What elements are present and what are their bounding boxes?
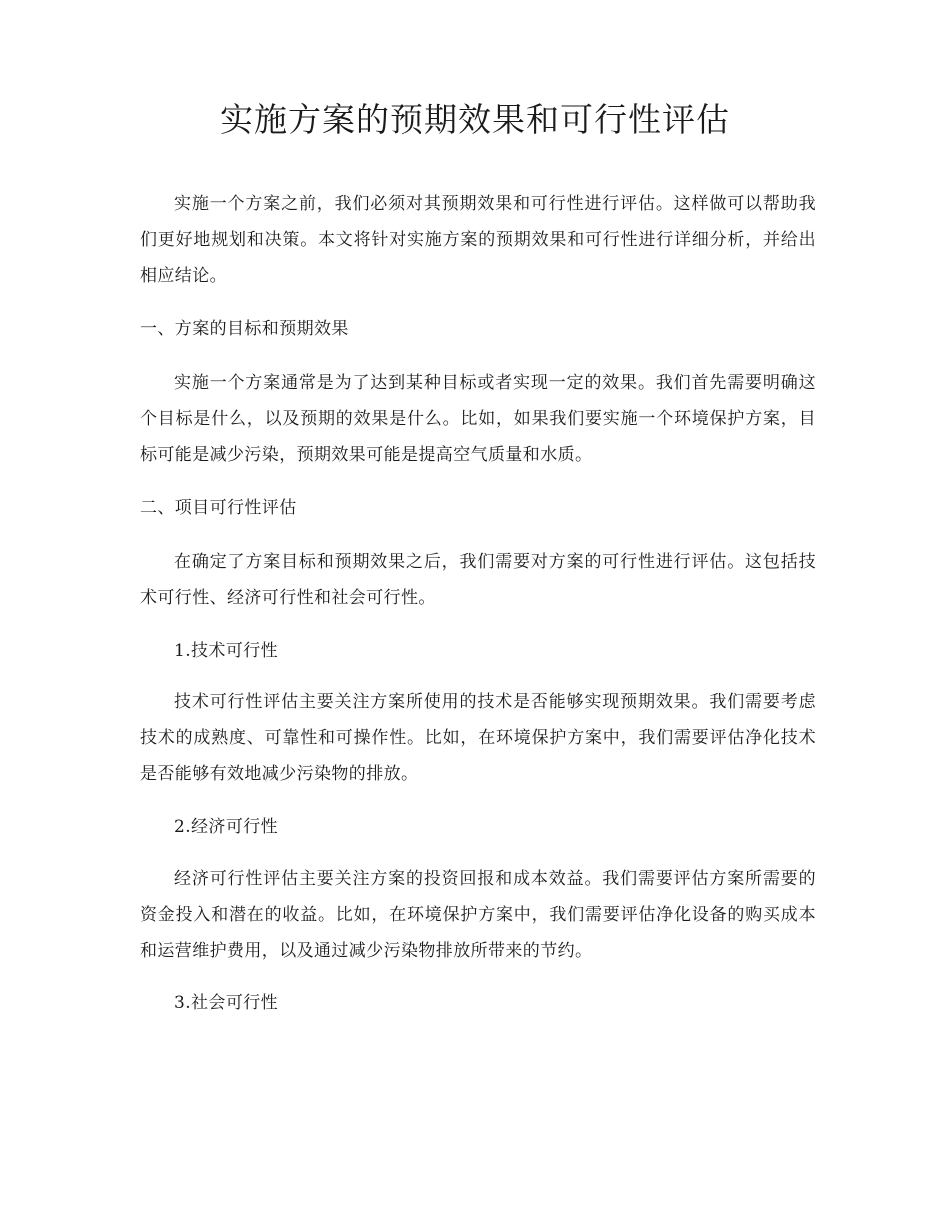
section-2-paragraph: 在确定了方案目标和预期效果之后，我们需要对方案的可行性进行评估。这包括技术可行性、经济可行性和社会可行性。 [140, 552, 816, 608]
subsection-technical-paragraph: 技术可行性评估主要关注方案所使用的技术是否能够实现预期效果。我们需要考虑技术的成熟度、可靠性和可操作性。比如，在环境保护方案中，我们需要评估净化技术是否能够有效地减少污染物的排放。 [140, 692, 816, 784]
subsection-economic-heading: 2.经济可行性 [174, 817, 279, 837]
section-1-paragraph: 实施一个方案通常是为了达到某种目标或者实现一定的效果。我们首先需要明确这个目标是什么，以及预期的效果是什么。比如，如果我们要实施一个环境保护方案，目标可能是减少污染，预期效果可能是提高空气质量和水质。 [140, 373, 816, 465]
section-1-heading: 一、方案的目标和预期效果 [140, 319, 349, 339]
document-title: 实施方案的预期效果和可行性评估 [220, 100, 730, 139]
subsection-economic-paragraph: 经济可行性评估主要关注方案的投资回报和成本效益。我们需要评估方案所需要的资金投入和潜在的收益。比如，在环境保护方案中，我们需要评估净化设备的购买成本和运营维护费用，以及通过减少污染物排放所带来的节约。 [140, 869, 816, 961]
intro-paragraph: 实施一个方案之前，我们必须对其预期效果和可行性进行评估。这样做可以帮助我们更好地规划和决策。本文将针对实施方案的预期效果和可行性进行详细分析，并给出相应结论。 [140, 194, 816, 286]
subsection-technical-heading: 1.技术可行性 [174, 641, 279, 661]
subsection-social-heading: 3.社会可行性 [174, 993, 279, 1013]
section-2-heading: 二、项目可行性评估 [140, 498, 297, 518]
